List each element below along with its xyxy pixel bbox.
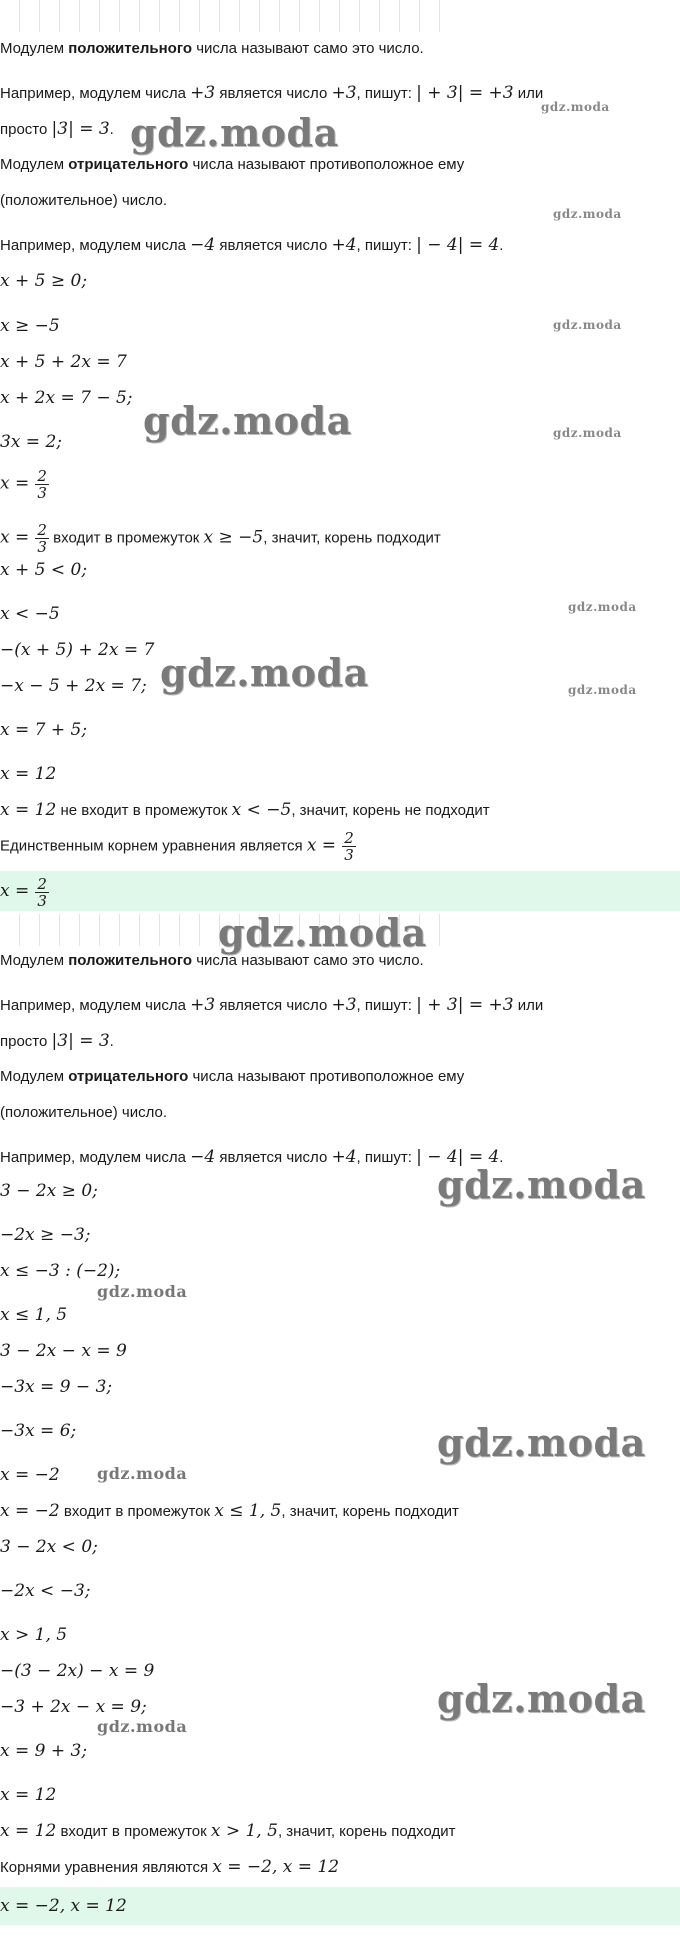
- theory-positive-definition-2: Модулем положительного числа называют само это число.: [0, 952, 424, 969]
- watermark: gdz.moda: [218, 910, 427, 955]
- fraction: $\frac{2}{3}$: [37, 467, 47, 502]
- t2-step-4: −3x = 6;: [0, 1421, 77, 1441]
- fraction: $\frac{2}{3}$: [37, 521, 47, 556]
- watermark: gdz.moda: [437, 1420, 646, 1465]
- watermark: gdz.moda: [97, 1464, 188, 1483]
- fraction: $\frac{2}{3}$: [37, 874, 47, 910]
- theory-negative-definition-cont-2: (положительное) число.: [0, 1104, 168, 1121]
- t2-step-3: −3x = 9 − 3;: [0, 1377, 113, 1397]
- theory-positive-definition: Модулем положительного числа называют само это число.: [0, 40, 424, 57]
- t1-step-1: x + 2x = 7 − 5;: [0, 388, 133, 408]
- t1-condition-lt: x + 5 < 0;: [0, 560, 88, 580]
- t2-step-5: −2x < −3;: [0, 1581, 91, 1601]
- t2-root-1-check: x = −2 входит в промежуток x ≤ 1, 5, значит, корень подходит: [0, 1501, 459, 1521]
- theory-negative-example: Например, модулем числа −4 является число +4, пишут: | − 4| = 4.: [0, 235, 504, 255]
- theory-negative-definition-cont: (положительное) число.: [0, 192, 168, 209]
- t1-interval-ge: x ≥ −5: [0, 316, 60, 336]
- watermark: gdz.moda: [160, 650, 369, 695]
- t1-equation-case1: x + 5 + 2x = 7: [0, 352, 127, 372]
- watermark: gdz.moda: [130, 110, 339, 155]
- theory-negative-definition-2: Модулем отрицательного числа называют противоположное ему: [0, 1068, 465, 1085]
- t1-step-4: x = 7 + 5;: [0, 720, 88, 740]
- t2-step-2: x ≤ −3 : (−2);: [0, 1261, 121, 1281]
- fraction: $\frac{2}{3}$: [344, 829, 354, 864]
- watermark: gdz.moda: [97, 1282, 188, 1301]
- t1-step-5: x = 12: [0, 764, 57, 784]
- theory-positive-example-cont: просто |3| = 3.: [0, 119, 114, 139]
- t2-conclusion: Корнями уравнения являются x = −2, x = 12: [0, 1857, 340, 1877]
- t2-condition-lt: 3 − 2x < 0;: [0, 1537, 98, 1557]
- t2-step-6: −3 + 2x − x = 9;: [0, 1697, 147, 1717]
- theory-negative-example-2: Например, модулем числа −4 является число +4, пишут: | − 4| = 4.: [0, 1147, 504, 1167]
- t1-interval-lt: x < −5: [0, 604, 60, 624]
- t1-answer: x = $\frac{2}{3}$: [0, 871, 680, 911]
- theory-positive-example: Например, модулем числа +3 является число +3, пишут: | + 3| = +3 или: [0, 83, 544, 103]
- watermark: gdz.moda: [541, 100, 610, 114]
- t2-condition-ge: 3 − 2x ≥ 0;: [0, 1181, 98, 1201]
- theory-positive-example-2: Например, модулем числа +3 является число +3, пишут: | + 3| = +3 или: [0, 995, 544, 1015]
- t1-root-reject: x = 12 не входит в промежуток x < −5, значит, корень не подходит: [0, 800, 490, 820]
- t2-equation-case2: −(3 − 2x) − x = 9: [0, 1661, 155, 1681]
- t1-condition-ge: x + 5 ≥ 0;: [0, 271, 88, 291]
- t2-interval-le: x ≤ 1, 5: [0, 1305, 68, 1325]
- grid-lines-top: [0, 0, 440, 32]
- watermark: gdz.moda: [553, 318, 622, 332]
- watermark: gdz.moda: [97, 1717, 188, 1736]
- watermark: gdz.moda: [143, 398, 352, 443]
- t1-root-fraction: x = $\frac{2}{3}$: [0, 467, 47, 502]
- t1-step-3: −x − 5 + 2x = 7;: [0, 676, 147, 696]
- theory-positive-example-cont-2: просто |3| = 3.: [0, 1031, 114, 1051]
- watermark: gdz.moda: [568, 683, 637, 697]
- watermark: gdz.moda: [553, 426, 622, 440]
- t2-equation-case1: 3 − 2x − x = 9: [0, 1341, 127, 1361]
- t2-step-1: −2x ≥ −3;: [0, 1225, 91, 1245]
- watermark: gdz.moda: [568, 600, 637, 614]
- watermark: gdz.moda: [437, 1676, 646, 1721]
- t2-root-1: x = −2: [0, 1465, 60, 1485]
- t1-root-check: x = $\frac{2}{3}$ входит в промежуток x ≥ −5, значит, корень подходит: [0, 521, 441, 556]
- t2-answer: x = −2, x = 12: [0, 1887, 680, 1925]
- t2-interval-gt: x > 1, 5: [0, 1625, 68, 1645]
- t1-equation-case2: −(x + 5) + 2x = 7: [0, 640, 155, 660]
- watermark: gdz.moda: [437, 1162, 646, 1207]
- t2-root-2: x = 12: [0, 1785, 57, 1805]
- t1-conclusion: Единственным корнем уравнения является x = $\frac{2}{3}$: [0, 829, 354, 864]
- t1-step-2: 3x = 2;: [0, 432, 62, 452]
- t2-step-7: x = 9 + 3;: [0, 1741, 88, 1761]
- t2-root-2-check: x = 12 входит в промежуток x > 1, 5, значит, корень подходит: [0, 1821, 456, 1841]
- theory-negative-definition: Модулем отрицательного числа называют противоположное ему: [0, 156, 465, 173]
- watermark: gdz.moda: [553, 207, 622, 221]
